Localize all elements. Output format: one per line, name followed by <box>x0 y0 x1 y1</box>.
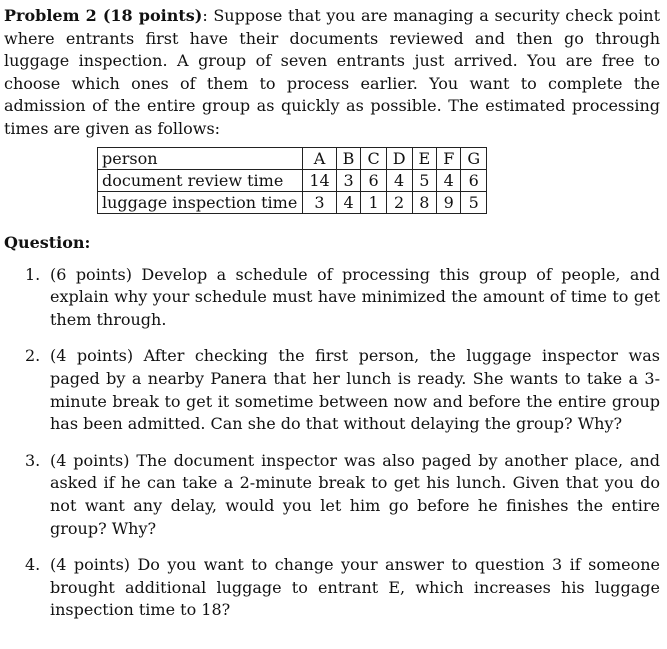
question-text: (4 points) After checking the first person, the luggage inspector was paged by a nearby Panera that her lunch is ready. She wants to take a 3-minute break to get it sometime between now and before the entire group has been admitted. Can she do that without delaying the group? Why? <box>50 346 660 434</box>
value-cell: 3 <box>303 191 336 213</box>
value-cell: 5 <box>461 191 487 213</box>
value-cell: 5 <box>412 169 437 191</box>
header-label-cell: person <box>98 147 303 169</box>
value-cell: 4 <box>437 169 461 191</box>
table-header-row <box>98 147 487 169</box>
question-list <box>4 264 660 622</box>
person-cell: C <box>361 147 386 169</box>
value-cell: 6 <box>361 169 386 191</box>
value-cell: 3 <box>336 169 361 191</box>
row-label-cell: document review time <box>98 169 303 191</box>
value-cell: 6 <box>461 169 487 191</box>
document-page <box>4 5 660 636</box>
problem-heading: Problem 2 (18 points) <box>4 6 203 25</box>
question-number: 1. <box>25 264 41 284</box>
person-cell: D <box>386 147 412 169</box>
problem-statement <box>4 5 660 141</box>
question-number: 2. <box>25 346 41 366</box>
value-cell: 14 <box>303 169 336 191</box>
value-cell: 2 <box>386 191 412 213</box>
person-cell: F <box>437 147 461 169</box>
question-title: Question: <box>4 232 91 252</box>
question-text: (4 points) The document inspector was also paged by another place, and asked if he can take a 2-minute break to get his lunch. Given that you do not want any delay, would you let him go before he finishes the entire group? Why? <box>50 450 660 538</box>
person-cell: A <box>303 147 336 169</box>
person-cell: G <box>461 147 487 169</box>
value-cell: 1 <box>361 191 386 213</box>
question-number: 3. <box>25 450 41 470</box>
value-cell: 4 <box>386 169 412 191</box>
table-row <box>98 169 487 191</box>
person-cell: E <box>412 147 437 169</box>
list-item <box>4 345 660 435</box>
question-number: 4. <box>25 555 41 575</box>
processing-times-table <box>97 147 487 214</box>
list-item <box>4 554 660 622</box>
problem-text: : Suppose that you are managing a security check point where entrants first have their documents reviewed and then go through luggage inspection. A group of seven entrants just arrived. You are free to choose which ones of them to process earlier. You want to complete the admission of the entire group as quickly as possible. The estimated processing times are given as follows: <box>4 6 660 138</box>
processing-times-table-wrap <box>97 147 660 214</box>
value-cell: 8 <box>412 191 437 213</box>
question-text: (4 points) Do you want to change your answer to question 3 if someone brought additional luggage to entrant E, which increases his luggage inspection time to 18? <box>50 555 660 620</box>
list-item <box>4 264 660 332</box>
value-cell: 9 <box>437 191 461 213</box>
person-cell: B <box>336 147 361 169</box>
table-row <box>98 191 487 213</box>
value-cell: 4 <box>336 191 361 213</box>
question-text: (6 points) Develop a schedule of processing this group of people, and explain why your schedule must have minimized the amount of time to get them through. <box>50 264 660 329</box>
list-item <box>4 450 660 540</box>
row-label-cell: luggage inspection time <box>98 191 303 213</box>
